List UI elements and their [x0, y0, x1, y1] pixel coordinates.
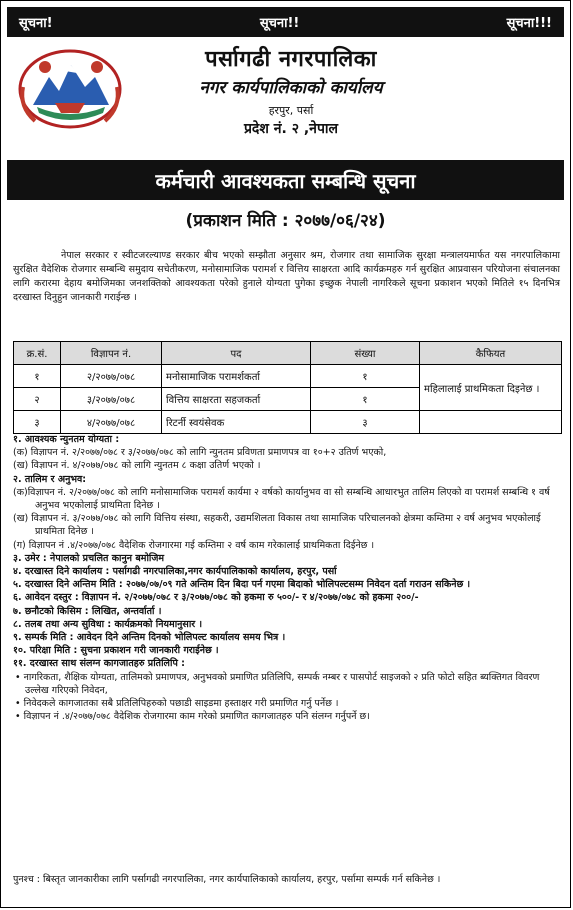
cell-ad: ३/२०७७/०७८: [61, 388, 162, 411]
req-line: ४. दरखास्त दिने कार्यालय : पर्सागढी नगरपालिका,नगर कार्यपालिकाको कार्यालय, हरपुर, पर्सा: [13, 566, 337, 578]
req-line: (क) विज्ञापन नं. २/२०७७/०७८ र ३/२०७७/०७८ को लागि न्युनतम प्रविणता प्रमाणपत्र वा १०+२ उतिर्ण भएको,: [13, 447, 387, 459]
notice-label-right: सूचना!!!: [506, 16, 552, 31]
postscript: पुनश्च : बिस्तृत जानकारीका लागि पर्सागढी नगरपालिका, नगर कार्यपालिकाको कार्यालय, हरपुर, पर्सामा सम्पर्क गर्न सकिनेछ ।: [13, 873, 441, 885]
list-item: • विज्ञापन नं .४/२०७७/०७८ वैदेशिक रोजगारमा काम गरेको प्रमाणित कागजातहरु पनि संलग्न गर्नुपर्ने छ।: [15, 711, 370, 723]
notice-label-left: सूचना!: [19, 16, 53, 31]
req-line: (ख) विज्ञापन नं. ३/२०७७/०७८ को लागि वित्तिय संस्था, सहकरी, उद्यमशिलता विकास तथा सामाजिक परिचालनको क्षेत्रमा कम्तिमा २ वर्ष अनुभव भएकोलाई प्राथमिता दिनेछ ।: [13, 513, 541, 538]
col-header-remark: कैफियत: [420, 342, 562, 365]
list-item: • नागरिकता, शैक्षिक योग्यता, तालिमको प्रमाणपत्र, अनुभवको प्रमाणित प्रतिलिपि, सम्पर्क नम्बर र पासपोर्ट साइजको २ प्रति फोटो सहित ब्यक्तिगत विवरण उल्लेख गरिएको निवेदन,: [15, 671, 540, 696]
req-line: ८. तलब तथा अन्य सुविधा : कार्यक्रमको नियमानुसार ।: [13, 618, 203, 630]
col-header-post: पद: [162, 342, 311, 365]
province-name: प्रदेश नं. २ ,नेपाल: [243, 121, 339, 137]
table-row: [14, 411, 562, 434]
vacancy-table-header: [14, 342, 562, 365]
req-line: (ग) विज्ञापन नं .४/२०७७/०७८ वैदेशिक रोजगारमा गई कम्तिमा २ वर्ष काम गरेकालाई प्राथमिकता दिईनेछ ।: [13, 539, 375, 551]
cell-sn: ३: [14, 411, 61, 434]
col-header-num: संख्या: [311, 342, 420, 365]
cell-post: रिटर्नी स्वयंसेवक: [162, 411, 311, 434]
cell-remark: महिलालाई प्राथमिकता दिइनेछ ।: [420, 365, 562, 411]
notice-top-bar: [7, 7, 564, 37]
req-line: २. तालिम र अनुभव:: [13, 473, 87, 485]
office-name: नगर कार्यपालिकाको कार्यालय: [199, 78, 383, 98]
cell-ad: ४/२०७७/०७८: [61, 411, 162, 434]
req-line: ५. दरखास्त दिने अन्तिम मिति : २०७७/०७/०९ गते अन्तिम दिन बिदा पर्न गएमा बिदाको भोलिपल्टसम्म निवेदन दर्ता गराउन सकिनेछ ।: [13, 579, 471, 591]
list-item: • निवेदकले कागजातका सबै प्रतिलिपिहरुको पछाडी साइडमा हस्ताक्षर गरी प्रमाणित गर्नु पर्नेछ ।: [15, 698, 339, 710]
notice-label-center: सूचना!!: [259, 16, 300, 31]
cell-num: १: [311, 365, 420, 388]
req-line: १. आवश्यक न्युनतम योग्यता :: [13, 434, 120, 445]
req-line: ११. दरखास्त साथ संलग्न कागजातहरु प्रतिलिपि :: [13, 658, 185, 670]
intro-paragraph: नेपाल सरकार र स्वीटजरल्याण्ड सरकार बीच भएको सम्झौता अनुसार श्रम, रोजगार तथा सामाजिक सुरक्षा मन्त्रालयमार्फत यस नगरपालिकामा सुरक्षित वैदेशिक रोजगार सम्बन्धि समुदाय सचेतीकरण, मनोसामाजिक परामर्श र वित्तिय साक्षरता आदि कार्यक्रमहरु गर्न सुरक्षित आप्रवासन परियोजना संचालनका लागि करारमा देहाय बमोजिमका जनशक्तिको आवश्यकता परेको हुनाले योग्यता पुगेका इच्छुक नेपाली नागरिकले सूचना प्रकाशन भएको मितिले १५ दिनभित्र दरखास्त दिनुहुन जानकारी गराईन्छ ।: [13, 249, 560, 303]
cell-post: वित्तिय साक्षरता सहजकर्ता: [162, 388, 311, 411]
nepal-emblem-icon: [15, 47, 125, 129]
municipality-name: पर्सागढी नगरपालिका: [205, 47, 377, 72]
cell-remark-empty: [420, 411, 562, 434]
req-line: ६. आवेदन दस्तुर : विज्ञापन नं. २/२०७७/०७८ र ३/२०७७/०७८ को हकमा रु ५००/- र ४/२०७७/०७८ को हकमा २००/-: [13, 592, 419, 604]
cell-ad: २/२०७७/०७८: [61, 365, 162, 388]
req-line: ७. छनौटको किसिम : लिखित, अन्तर्वार्ता ।: [13, 605, 162, 617]
cell-num: १: [311, 388, 420, 411]
cell-sn: १: [14, 365, 61, 388]
cell-num: ३: [311, 411, 420, 434]
vacancy-table: [13, 341, 562, 434]
requirements-section: [13, 433, 562, 723]
req-line: (क)विज्ञापन नं. २/२०७७/०७८ को लागि मनोसामाजिक परामर्श कार्यमा २ वर्षको कार्यानुभव वा सो सम्बन्धि आधारभुत तालिम लिएको वा परामर्श सम्बन्धि १ वर्ष अनुभव भएकोलाई प्राथमिता दिनेछ ।: [13, 486, 550, 512]
col-header-sn: क्र.सं.: [14, 342, 61, 365]
req-line: ९. सम्पर्क मिति : आवेदन दिने अन्तिम दिनको भोलिपल्ट कार्यालय समय भित्र ।: [13, 632, 286, 644]
cell-post: मनोसामाजिक परामर्शकर्ता: [162, 365, 311, 388]
notice-title-banner: कर्मचारी आवश्यकता सम्बन्धि सूचना: [7, 160, 564, 200]
col-header-ad: विज्ञापन नं.: [61, 342, 162, 365]
req-line: (ख) विज्ञापन नं. ४/२०७७/०७८ को लागि न्युनतम ८ कक्षा उतिर्ण भएको ।: [13, 460, 261, 472]
office-address: हरपुर, पर्सा: [268, 104, 314, 117]
table-row: [14, 365, 562, 388]
req-line: ३. उमेर : नेपालको प्रचलित कानुन बमोजिम: [13, 552, 165, 564]
req-line: १०. परिक्षा मिति : सुचना प्रकाशन गरी जानकारी गराईनेछ ।: [13, 645, 219, 657]
publish-date: (प्रकाशन मिति : २०७७/०६/२४): [185, 211, 386, 231]
cell-sn: २: [14, 388, 61, 411]
